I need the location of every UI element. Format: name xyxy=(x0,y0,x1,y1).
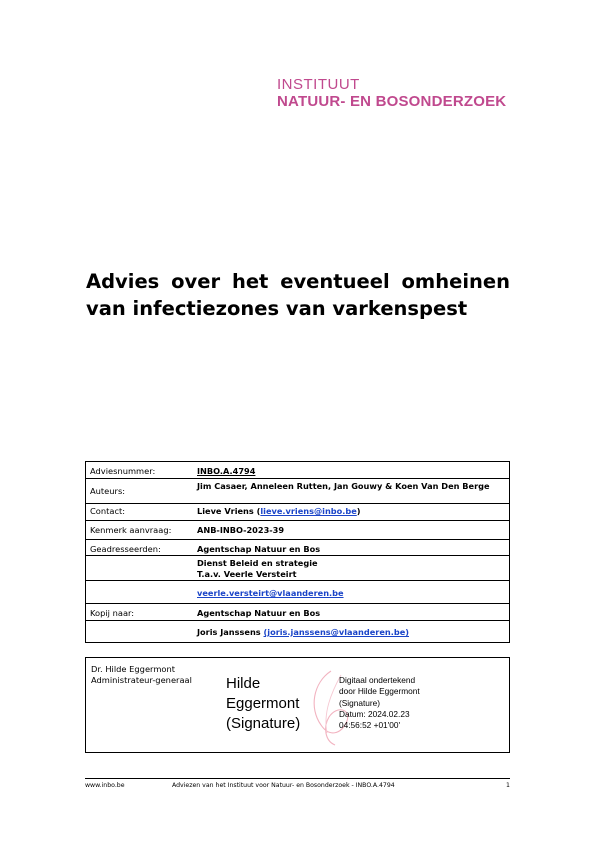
divider xyxy=(86,603,509,604)
signature-detail-line: Datum: 2024.02.23 xyxy=(339,708,410,719)
signature-detail-line: Digitaal ondertekend xyxy=(339,675,416,685)
divider xyxy=(86,555,509,556)
signatory-role: Administrateur-generaal xyxy=(91,675,192,685)
kopij-name: Joris Janssens xyxy=(197,627,261,637)
label-kenmerk: Kenmerk aanvraag: xyxy=(90,525,172,535)
divider xyxy=(86,503,509,504)
contact-email-link[interactable]: lieve.vriens@inbo.be xyxy=(260,506,357,516)
value-kenmerk: ANB-INBO-2023-39 xyxy=(197,525,285,535)
signatory-name: Dr. Hilde Eggermont xyxy=(91,664,175,674)
metadata-table xyxy=(85,461,510,643)
value-auteurs: Jim Casaer, Anneleen Rutten, Jan Gouwy & Koen Van Den Berge xyxy=(197,481,490,491)
label-kopij: Kopij naar: xyxy=(90,608,135,618)
signature-box xyxy=(85,657,510,753)
label-geadresseerden: Geadresseerden: xyxy=(90,544,161,554)
footer-rule xyxy=(85,778,510,779)
footer-website: www.inbo.be xyxy=(85,782,125,789)
signature-detail-line: 04:56:52 +01'00' xyxy=(339,720,401,731)
document-title: Advies over het eventueel omheinen van infectiezones van varkenspest xyxy=(86,270,510,320)
logo-line-1: INSTITUUT xyxy=(277,76,360,93)
value-adviesnummer: INBO.A.4794 xyxy=(197,466,256,476)
geadresseerden-email-link[interactable]: veerle.versteirt@vlaanderen.be xyxy=(197,588,344,598)
inbo-logo xyxy=(277,76,506,110)
contact-name: Lieve Vriens ( xyxy=(197,506,261,516)
value-contact xyxy=(197,506,505,516)
signature-large-text xyxy=(226,674,300,734)
divider xyxy=(86,580,509,581)
contact-close: ) xyxy=(356,506,361,516)
label-adviesnummer: Adviesnummer: xyxy=(90,466,156,476)
footer-series: Adviezen van het Instituut voor Natuur- en Bosonderzoek - INBO.A.4794 xyxy=(172,782,395,789)
value-geadresseerden-org: Agentschap Natuur en Bos xyxy=(197,544,321,554)
divider xyxy=(86,620,509,621)
signature-detail-line: (Signature) xyxy=(339,697,381,708)
value-geadresseerden-dept: Dienst Beleid en strategie xyxy=(197,558,318,568)
label-auteurs: Auteurs: xyxy=(90,486,126,496)
label-contact: Contact: xyxy=(90,506,126,516)
value-kopij-org: Agentschap Natuur en Bos xyxy=(197,608,321,618)
signatory xyxy=(91,664,192,686)
value-geadresseerden-tav: T.a.v. Veerle Versteirt xyxy=(197,569,297,579)
divider xyxy=(86,520,509,521)
divider xyxy=(86,539,509,540)
signature-detail-line: door Hilde Eggermont xyxy=(339,686,420,697)
signature-big-line: Hilde xyxy=(226,675,261,692)
signature-big-line: Eggermont xyxy=(226,695,300,712)
footer-page-number: 1 xyxy=(506,782,510,789)
divider xyxy=(86,478,509,479)
signature-details xyxy=(339,675,420,731)
logo-line-2: NATUUR- EN BOSONDERZOEK xyxy=(277,93,507,110)
signature-big-line: (Signature) xyxy=(226,715,301,732)
kopij-email-link[interactable]: (joris.janssens@vlaanderen.be) xyxy=(263,627,409,637)
value-kopij-name xyxy=(197,627,505,637)
